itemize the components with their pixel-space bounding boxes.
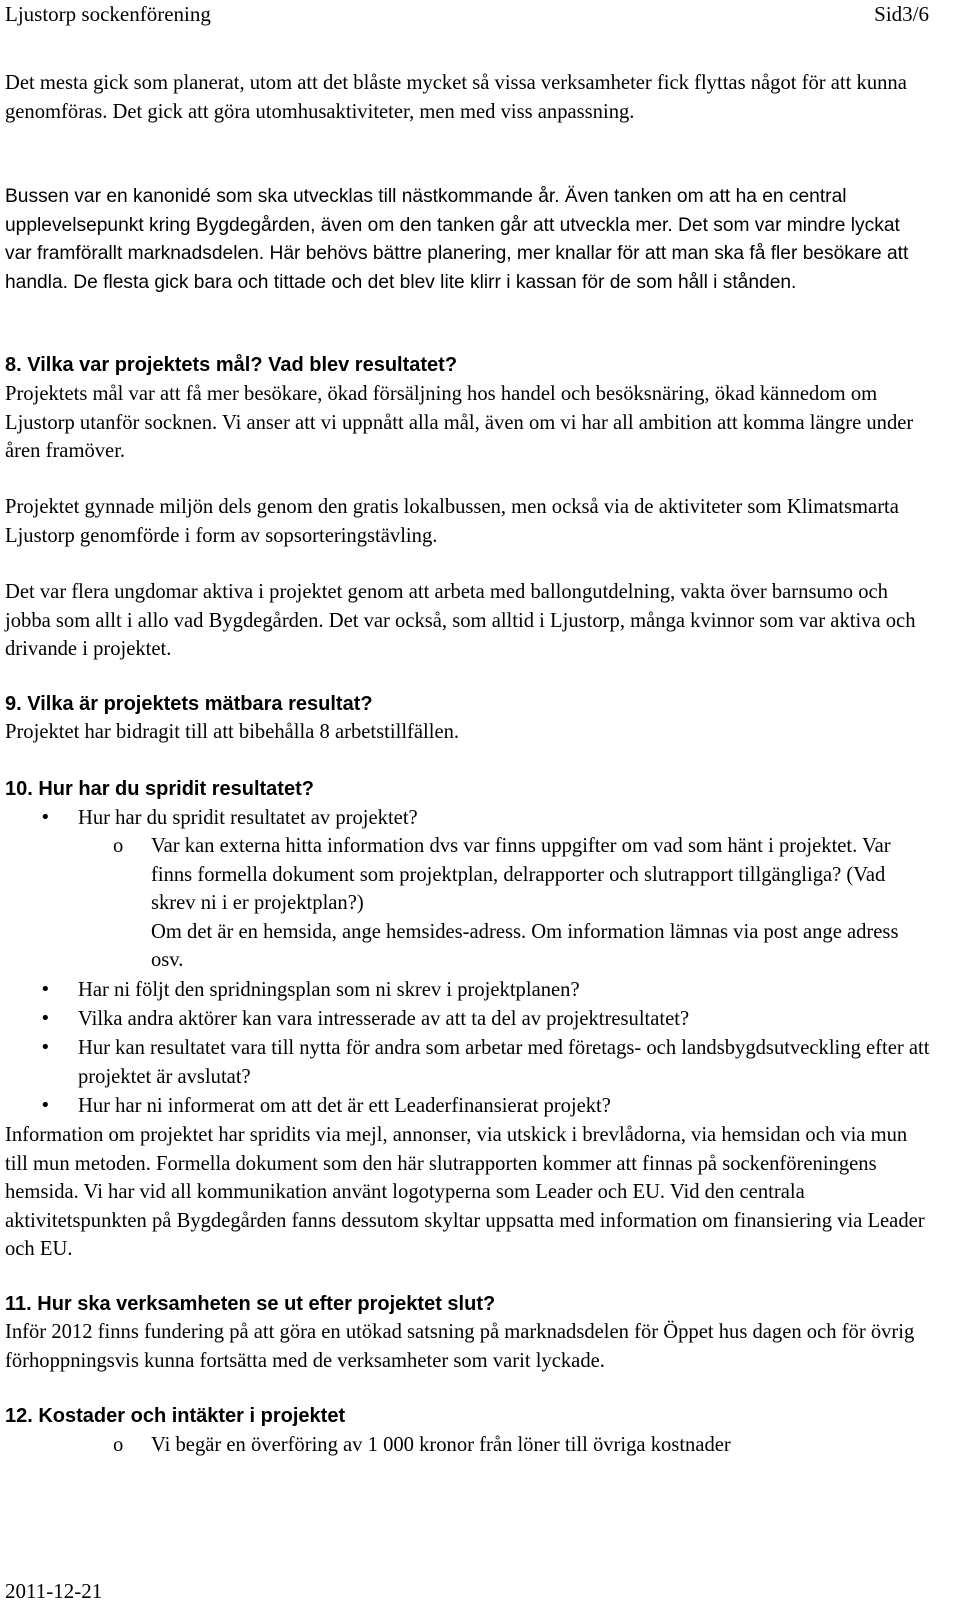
sub-list-item [5,832,930,975]
organization-name: Ljustorp sockenförening [5,2,211,26]
section-8-heading: 8. Vilka var projektets mål? Vad blev resultatet? [5,354,458,376]
circle-bullet-icon: o [113,835,124,857]
list-item-text: Har ni följt den spridningsplan som ni skrev i projektplanen? [78,979,580,1001]
page-header [5,0,929,28]
list-item-text: Hur kan resultatet vara till nytta för andra som arbetar med företags- och landsbygdsutveckling efter att projektet är avslutat? [78,1037,930,1088]
list-item [5,804,930,833]
list-item-text: Hur har du spridit resultatet av projektet? [78,807,418,829]
list-item [5,1092,930,1121]
footer-date: 2011-12-21 [5,1579,103,1603]
list-item [5,1034,930,1091]
intro-paragraph-2: Bussen var en kanonidé som ska utvecklas till nästkommande år. Även tanken om att ha en central upplevelsepunkt kring Bygdegården, även om den tanken går att utveckla mer. Det som var mindre lyckat var framförallt marknadsdelen. Här behövs bättre planering, mer knallar för att man ska få fler besökare att handla. De flesta gick bara och tittade och det blev lite klirr i kassan för de som håll i stånden. [5,186,909,293]
list-item-text: Hur har ni informerat om att det är ett Leaderfinansierat projekt? [78,1095,611,1117]
sub-list-item-text-continued: Om det är en hemsida, ange hemsides-adress. Om information lämnas via post ange adress osv. [151,920,899,972]
section-10-heading: 10. Hur har du spridit resultatet? [5,778,314,800]
section-9-paragraph-1: Projektet har bidragit till att bibehålla 8 arbetstillfällen. [5,721,460,743]
section-11-paragraph-1: Inför 2012 finns fundering på att göra en utökad satsning på marknadsdelen för Öppet hus dagen och för övrig förhoppningsvis kunna fortsätta med de verksamheter som varit lyckade. [5,1321,915,1372]
section-12-heading: 12. Kostader och intäkter i projektet [5,1405,346,1427]
section-10-paragraph-1: Information om projektet har spridits via mejl, annonser, via utskick i brevlådorna, via hemsidan och via mun till mun metoden. Formella dokument som den här slutrapporten kommer att finnas på sockenföreningens hemsida. Vi har vid all kommunikation använt logotyperna som Leader och EU. Vid den centrala aktivitetspunkten på Bygdegården fanns dessutom skyltar uppsatta med information om finansiering via Leader och EU. [5,1124,925,1261]
bullet-icon: • [40,1008,51,1029]
sub-list-item-text: Vi begär en överföring av 1 000 kronor från löner till övriga kostnader [151,1434,731,1456]
sub-list-item-text: Var kan externa hitta information dvs var finns uppgifter om vad som hänt i projektet. Var finns formella dokument som projektplan, delrapporter och slutrapport tillgängliga? (Vad skrev ni i er projektplan?) [151,835,891,915]
list-item [5,976,930,1005]
list-item-text: Vilka andra aktörer kan vara intresserade av att ta del av projektresultatet? [78,1008,690,1030]
section-8-paragraph-3: Det var flera ungdomar aktiva i projektet genom att arbeta med ballongutdelning, vakta över barnsumo och jobba som allt i allo vad Bygdegården. Det var också, som alltid i Ljustorp, många kvinnor som var aktiva och drivande i projektet. [5,581,916,661]
list-item [5,1005,930,1034]
section-9-heading: 9. Vilka är projektets mätbara resultat? [5,693,373,715]
sub-list-item [5,1431,930,1460]
section-11-heading: 11. Hur ska verksamheten se ut efter projektet slut? [5,1293,496,1315]
bullet-icon: • [40,1095,51,1116]
section-8-paragraph-2: Projektet gynnade miljön dels genom den gratis lokalbussen, men också via de aktiviteter som Klimatsmarta Ljustorp genomförde i form av sopsorteringstävling. [5,496,899,547]
circle-bullet-icon: o [113,1434,124,1456]
bullet-icon: • [40,979,51,1000]
intro-paragraph-1: Det mesta gick som planerat, utom att det blåste mycket så vissa verksamheter fick flyttas något för att kunna genomföras. Det gick att göra utomhusaktiviteter, men med viss anpassning. [5,72,907,123]
bullet-icon: • [40,807,51,828]
bullet-icon: • [40,1037,51,1058]
page-number: Sid3/6 [874,2,929,26]
section-8-paragraph-1: Projektets mål var att få mer besökare, ökad försäljning hos handel och besöksnäring, ökad kännedom om Ljustorp utanför socknen. Vi anser att vi uppnått alla mål, även om vi har all ambition att komma längre under åren framöver. [5,383,914,463]
